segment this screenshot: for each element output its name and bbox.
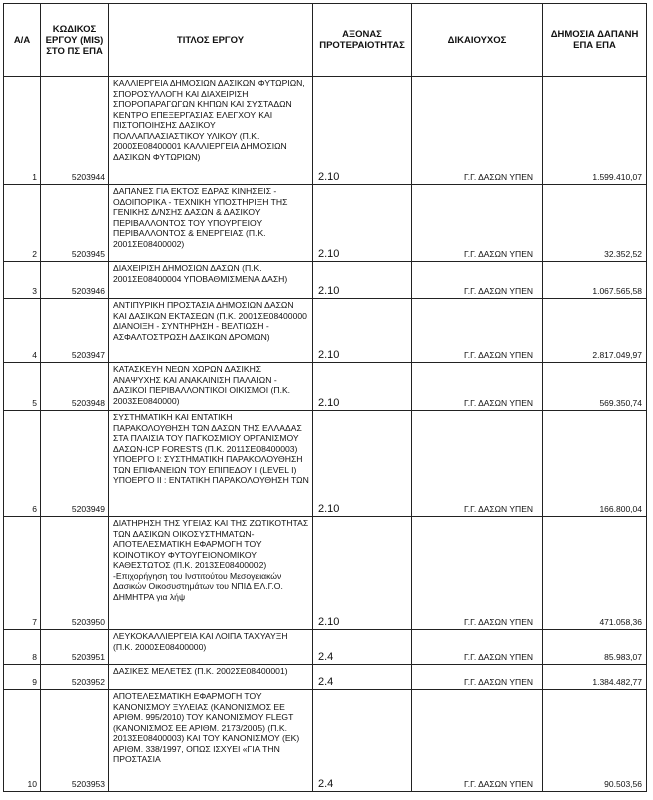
row-axis: 2.10 <box>313 517 412 630</box>
row-title: ΔΙΑΧΕΙΡΙΣΗ ΔΗΜΟΣΙΩΝ ΔΑΣΩΝ (Π.Κ. 2001ΣΕ08400004 ΥΠΟΒΑΘΜΙΣΜΕΝΑ ΔΑΣΗ) <box>109 262 313 299</box>
row-beneficiary: Γ.Γ. ΔΑΣΩΝ ΥΠΕΝ <box>412 411 543 517</box>
row-title: ΑΝΤΙΠΥΡΙΚΗ ΠΡΟΣΤΑΣΙΑ ΔΗΜΟΣΙΩΝ ΔΑΣΩΝ ΚΑΙ ΔΑΣΙΚΩΝ ΕΚΤΑΣΕΩΝ (Π.Κ. 2001ΣΕ08400000 ΔΙΑΝΟΙΞΗ - ΣΥΝΤΗΡΗΣΗ - ΒΕΛΤΙΩΣΗ - ΑΣΦΑΛΤΟΣΤΡΩΣΗ ΔΑΣΙΚΩΝ ΔΡΟΜΩΝ) <box>109 299 313 363</box>
row-aa: 9 <box>4 665 41 690</box>
row-amount: 166.800,04 <box>543 411 647 517</box>
header-row <box>4 4 647 77</box>
row-amount: 90.503,56 <box>543 690 647 792</box>
row-title: ΣΥΣΤΗΜΑΤΙΚΗ ΚΑΙ ΕΝΤΑΤΙΚΗ ΠΑΡΑΚΟΛΟΥΘΗΣΗ ΤΩΝ ΔΑΣΩΝ ΤΗΣ ΕΛΛΑΔΑΣ ΣΤΑ ΠΛΑΙΣΙΑ ΤΟΥ ΠΑΓΚΟΣΜΙΟΥ ΟΡΓΑΝΙΣΜΟΥ ΔΑΣΩΝ-ICP FORESTS (Π.Κ. 2011ΣΕ08400003) ΥΠΟΕΡΓΟ Ι: ΣΥΣΤΗΜΑΤΙΚΗ ΠΑΡΑΚΟΛΟΥΘΗΣΗ ΤΩΝ ΕΠΙΦΑΝΕΙΩΝ ΤΟΥ ΕΠΙΠΕΔΟΥ Ι (LEVEL I) ΥΠΟΕΡΓΟ ΙΙ : ΕΝΤΑΤΙΚΗ ΠΑΡΑΚΟΛΟΥΘΗΣΗ ΤΩΝ <box>109 411 313 517</box>
row-aa: 2 <box>4 185 41 262</box>
row-aa: 1 <box>4 77 41 185</box>
header-title: ΤΙΤΛΟΣ ΕΡΓΟΥ <box>109 4 313 77</box>
row-axis: 2.10 <box>313 411 412 517</box>
row-beneficiary: Γ.Γ. ΔΑΣΩΝ ΥΠΕΝ <box>412 363 543 411</box>
table-row <box>4 299 647 363</box>
row-aa: 10 <box>4 690 41 792</box>
table-row <box>4 665 647 690</box>
row-mis-code: 5203951 <box>41 630 109 665</box>
table-row <box>4 185 647 262</box>
row-amount: 471.058,36 <box>543 517 647 630</box>
table-row <box>4 363 647 411</box>
header-beneficiary: ΔΙΚΑΙΟΥΧΟΣ <box>412 4 543 77</box>
row-aa: 4 <box>4 299 41 363</box>
row-axis: 2.4 <box>313 630 412 665</box>
row-amount: 1.384.482,77 <box>543 665 647 690</box>
row-axis: 2.10 <box>313 185 412 262</box>
row-mis-code: 5203947 <box>41 299 109 363</box>
row-title: ΚΑΤΑΣΚΕΥΗ ΝΕΩΝ ΧΩΡΩΝ ΔΑΣΙΚΗΣ ΑΝΑΨΥΧΗΣ ΚΑΙ ΑΝΑΚΑΙΝΙΣΗ ΠΑΛΑΙΩΝ - ΔΑΣΙΚΟΙ ΠΕΡΙΒΑΛΛΟΝΤΙΚΟΙ ΟΙΚΙΣΜΟΙ (Π.Κ. 2003ΣΕ0840000) <box>109 363 313 411</box>
row-beneficiary: Γ.Γ. ΔΑΣΩΝ ΥΠΕΝ <box>412 262 543 299</box>
table-row <box>4 630 647 665</box>
row-amount: 1.067.565,58 <box>543 262 647 299</box>
header-amount: ΔΗΜΟΣΙΑ ΔΑΠΑΝΗ ΕΠΑ ΕΠΑ <box>543 4 647 77</box>
row-mis-code: 5203946 <box>41 262 109 299</box>
row-aa: 8 <box>4 630 41 665</box>
row-aa: 3 <box>4 262 41 299</box>
row-aa: 6 <box>4 411 41 517</box>
row-amount: 2.817.049,97 <box>543 299 647 363</box>
table-row <box>4 517 647 630</box>
row-axis: 2.10 <box>313 77 412 185</box>
row-axis: 2.4 <box>313 665 412 690</box>
row-amount: 1.599.410,07 <box>543 77 647 185</box>
projects-table <box>3 3 647 792</box>
row-axis: 2.10 <box>313 299 412 363</box>
row-axis: 2.10 <box>313 363 412 411</box>
row-title: ΔΙΑΤΗΡΗΣΗ ΤΗΣ ΥΓΕΙΑΣ ΚΑΙ ΤΗΣ ΖΩΤΙΚΟΤΗΤΑΣ ΤΩΝ ΔΑΣΙΚΩΝ ΟΙΚΟΣΥΣΤΗΜΑΤΩΝ-ΑΠΟΤΕΛΕΣΜΑΤΙΚΗ ΕΦΑΡΜΟΓΗ ΤΟΥ ΚΟΙΝΟΤΙΚΟΥ ΦΥΤΟΥΓΕΙΟΝΟΜΙΚΟΥ ΚΑΘΕΣΤΩΤΟΣ (Π.Κ. 2013ΣΕ08400002) -Επιχορήγηση του Ινστιτούτου Μεσογειακών Δασικών Οικοσυστημάτων του ΝΠΙΔ ΕΛ.Γ.Ο. ΔΗΜΗΤΡΑ για λήψ <box>109 517 313 630</box>
header-axis: ΑΞΟΝΑΣ ΠΡΟΤΕΡΑΙΟΤΗΤΑΣ <box>313 4 412 77</box>
row-axis: 2.10 <box>313 262 412 299</box>
table-row <box>4 411 647 517</box>
row-mis-code: 5203953 <box>41 690 109 792</box>
table-row <box>4 690 647 792</box>
row-amount: 569.350,74 <box>543 363 647 411</box>
row-mis-code: 5203944 <box>41 77 109 185</box>
row-title: ΛΕΥΚΟΚΑΛΛΙΕΡΓΕΙΑ ΚΑΙ ΛΟΙΠΑ ΤΑΧΥΑΥΞΗ (Π.Κ. 2000ΣΕ08400000) <box>109 630 313 665</box>
row-amount: 32.352,52 <box>543 185 647 262</box>
row-beneficiary: Γ.Γ. ΔΑΣΩΝ ΥΠΕΝ <box>412 185 543 262</box>
row-amount: 85.983,07 <box>543 630 647 665</box>
row-beneficiary: Γ.Γ. ΔΑΣΩΝ ΥΠΕΝ <box>412 630 543 665</box>
row-beneficiary: Γ.Γ. ΔΑΣΩΝ ΥΠΕΝ <box>412 665 543 690</box>
row-beneficiary: Γ.Γ. ΔΑΣΩΝ ΥΠΕΝ <box>412 77 543 185</box>
row-mis-code: 5203950 <box>41 517 109 630</box>
table-row <box>4 77 647 185</box>
row-title: ΔΑΠΑΝΕΣ ΓΙΑ ΕΚΤΟΣ ΕΔΡΑΣ ΚΙΝΗΣΕΙΣ - ΟΔΟΙΠΟΡΙΚΑ - ΤΕΧΝΙΚΗ ΥΠΟΣΤΗΡΙΞΗ ΤΗΣ ΓΕΝΙΚΗΣ Δ/ΝΣΗΣ ΔΑΣΩΝ & ΔΑΣΙΚΟΥ ΠΕΡΙΒΑΛΛΟΝΤΟΣ ΤΟΥ ΥΠΟΥΡΓΕΙΟΥ ΠΕΡΙΒΑΛΛΟΝΤΟΣ & ΕΝΕΡΓΕΙΑΣ (Π.Κ. 2001ΣΕ08400002) <box>109 185 313 262</box>
header-mis-code: ΚΩΔΙΚΟΣ ΕΡΓΟΥ (MIS) ΣΤΟ ΠΣ ΕΠΑ <box>41 4 109 77</box>
row-mis-code: 5203952 <box>41 665 109 690</box>
row-title: ΔΑΣΙΚΕΣ ΜΕΛΕΤΕΣ (Π.Κ. 2002ΣΕ08400001) <box>109 665 313 690</box>
row-beneficiary: Γ.Γ. ΔΑΣΩΝ ΥΠΕΝ <box>412 517 543 630</box>
row-mis-code: 5203945 <box>41 185 109 262</box>
row-beneficiary: Γ.Γ. ΔΑΣΩΝ ΥΠΕΝ <box>412 690 543 792</box>
row-axis: 2.4 <box>313 690 412 792</box>
table-row <box>4 262 647 299</box>
row-aa: 5 <box>4 363 41 411</box>
header-aa: Α/Α <box>4 4 41 77</box>
row-mis-code: 5203949 <box>41 411 109 517</box>
row-title: ΑΠΟΤΕΛΕΣΜΑΤΙΚΗ ΕΦΑΡΜΟΓΗ ΤΟΥ ΚΑΝΟΝΙΣΜΟΥ ΞΥΛΕΙΑΣ (ΚΑΝΟΝΙΣΜΟΣ ΕΕ ΑΡΙΘΜ. 995/2010) ΤΟΥ ΚΑΝΟΝΙΣΜΟΥ FLEGT (ΚΑΝΟΝΙΣΜΟΣ ΕΕ ΑΡΙΘΜ. 2173/2005) (Π.Κ. 2013ΣΕ08400003) ΚΑΙ ΤΟΥ ΚΑΝΟΝΙΣΜΟΥ (ΕΚ) ΑΡΙΘΜ. 338/1997, ΟΠΩΣ ΙΣΧΥΕΙ «ΓΙΑ ΤΗΝ ΠΡΟΣΤΑΣΙΑ <box>109 690 313 792</box>
row-aa: 7 <box>4 517 41 630</box>
row-mis-code: 5203948 <box>41 363 109 411</box>
row-title: ΚΑΛΛΙΕΡΓΕΙΑ ΔΗΜΟΣΙΩΝ ΔΑΣΙΚΩΝ ΦΥΤΩΡΙΩΝ, ΣΠΟΡΟΣΥΛΛΟΓΗ ΚΑΙ ΔΙΑΧΕΙΡΙΣΗ ΣΠΟΡΟΠΑΡΑΓΩΓΩΝ ΚΗΠΩΝ ΚΑΙ ΣΥΣΤΑΔΩΝ ΚΕΝΤΡΟ ΕΠΕΞΕΡΓΑΣΙΑΣ ΕΛΕΓΧΟΥ ΚΑΙ ΠΙΣΤΟΠΟΙΗΣΗΣ ΔΑΣΙΚΟΥ ΠΟΛΛΑΠΛΑΣΙΑΣΤΙΚΟΥ ΥΛΙΚΟΥ (Π.Κ. 2000ΣΕ08400001 ΚΑΛΛΙΕΡΓΕΙΑ ΔΗΜΟΣΙΩΝ ΔΑΣΙΚΩΝ ΦΥΤΩΡΙΩΝ) <box>109 77 313 185</box>
row-beneficiary: Γ.Γ. ΔΑΣΩΝ ΥΠΕΝ <box>412 299 543 363</box>
